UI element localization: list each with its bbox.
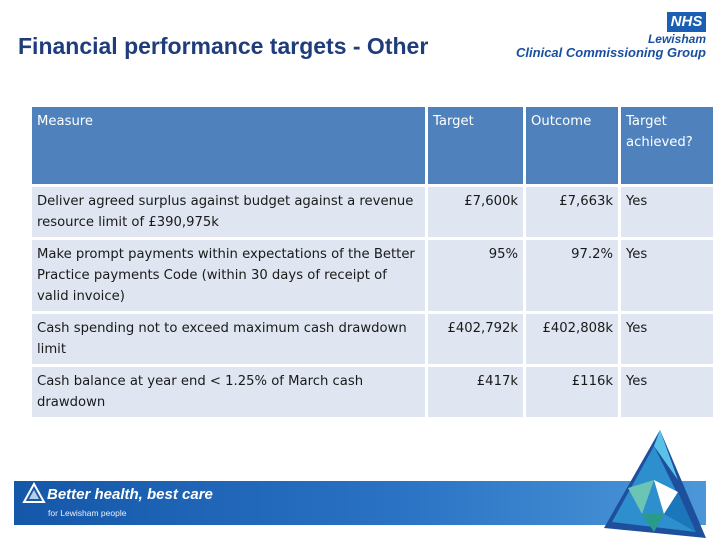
target-cell: £402,792k <box>428 314 523 364</box>
decorative-triangle-icon <box>598 428 708 540</box>
table-row <box>32 367 713 417</box>
target-cell: 95% <box>428 240 523 311</box>
achieved-cell: Yes <box>621 314 713 364</box>
achieved-cell: Yes <box>621 367 713 417</box>
lewisham-triangle-icon <box>22 482 46 504</box>
table-row <box>32 314 713 364</box>
footer-subline: for Lewisham people <box>48 508 127 518</box>
header-target: Target <box>428 107 523 184</box>
header-measure: Measure <box>32 107 425 184</box>
achieved-cell: Yes <box>621 240 713 311</box>
measure-cell: Deliver agreed surplus against budget against a revenue resource limit of £390,975k <box>32 187 425 237</box>
outcome-cell: £116k <box>526 367 618 417</box>
footer-tagline: Better health, best care <box>47 486 213 503</box>
outcome-cell: £402,808k <box>526 314 618 364</box>
header-outcome: Outcome <box>526 107 618 184</box>
page-title: Financial performance targets - Other <box>18 33 429 59</box>
financial-targets-table <box>29 104 716 420</box>
table-row <box>32 187 713 237</box>
achieved-cell: Yes <box>621 187 713 237</box>
org-name-line2: Clinical Commissioning Group <box>516 45 706 60</box>
table-header-row <box>32 107 713 184</box>
outcome-cell: £7,663k <box>526 187 618 237</box>
measure-cell: Make prompt payments within expectations of the Better Practice payments Code (within 30 days of receipt of valid invoice) <box>32 240 425 311</box>
outcome-cell: 97.2% <box>526 240 618 311</box>
target-cell: £7,600k <box>428 187 523 237</box>
measure-cell: Cash spending not to exceed maximum cash drawdown limit <box>32 314 425 364</box>
target-cell: £417k <box>428 367 523 417</box>
table-row <box>32 240 713 311</box>
header-achieved: Target achieved? <box>621 107 713 184</box>
org-name-line1: Lewisham <box>647 32 706 46</box>
measure-cell: Cash balance at year end < 1.25% of March cash drawdown <box>32 367 425 417</box>
nhs-badge: NHS <box>667 12 706 32</box>
